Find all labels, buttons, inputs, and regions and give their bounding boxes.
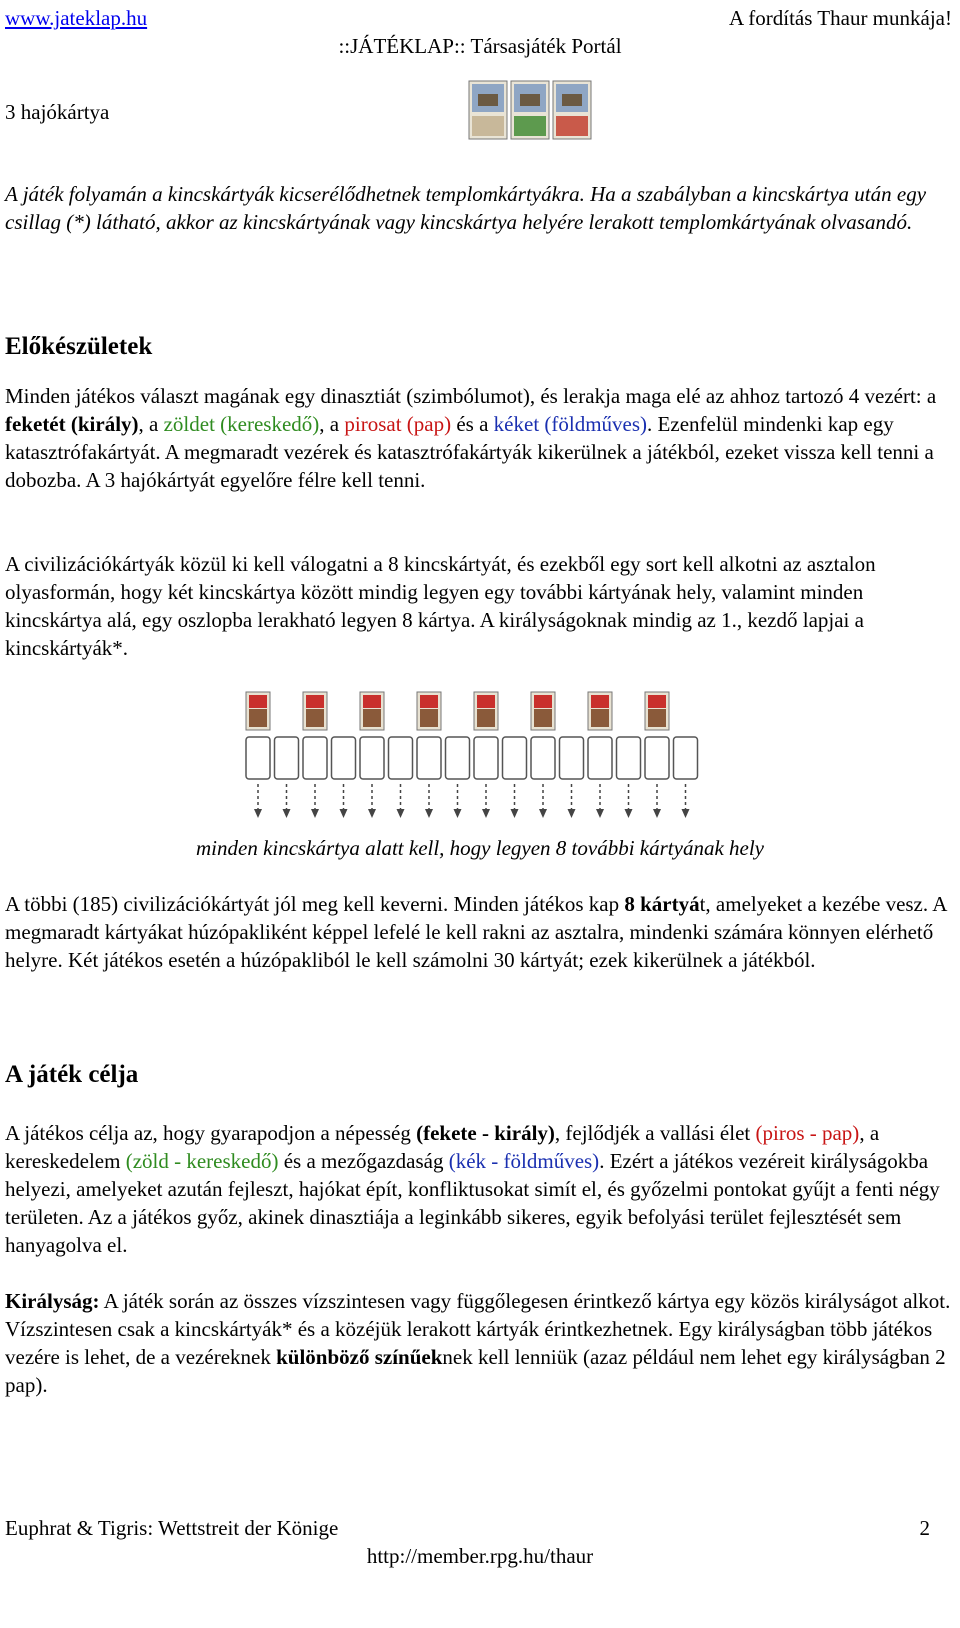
treasure-card	[417, 692, 441, 730]
empty-card-slot	[275, 737, 299, 779]
footer-url: http://member.rpg.hu/thaur	[366, 1544, 594, 1568]
figure-caption: minden kincskártya alatt kell, hogy legyen 8 további kártyának hely	[196, 836, 764, 860]
arrow-down-icon	[340, 809, 348, 818]
arrow-down-icon	[397, 809, 405, 818]
ship-card	[511, 81, 549, 139]
site-link[interactable]: www.jateklap.hu	[5, 6, 148, 30]
empty-card-slot	[389, 737, 413, 779]
arrow-down-icon	[511, 809, 519, 818]
empty-card-slot	[645, 737, 669, 779]
footer-game-title: Euphrat & Tigris: Wettstreit der Könige	[5, 1516, 339, 1540]
ship-card	[469, 81, 507, 139]
prep-paragraph-1: Minden játékos választ magának egy dinasztiát (szimbólumot), és lerakja maga elé az ahhoz tartozó 4 vezért: a feketét (király), a zöldet (kereskedő), a pirosat (pap) és a kéket (földműves). Ezenfelül mindenki kap egy katasztrófakártyát. A megmaradt vezérek és katasztrófakártyák kikerülnek a játékból, ezeket vissza kell tenni a dobozba. A 3 hajókártyát egyelőre félre kell tenni.	[5, 384, 937, 492]
arrow-down-icon	[482, 809, 490, 818]
arrow-down-icon	[283, 809, 291, 818]
empty-card-slot	[560, 737, 584, 779]
arrow-down-icon	[311, 809, 319, 818]
empty-card-slot	[332, 737, 356, 779]
arrow-down-icon	[568, 809, 576, 818]
treasure-card	[360, 692, 384, 730]
empty-card-slot	[588, 737, 612, 779]
empty-card-slot	[446, 737, 470, 779]
goal-paragraph-1: A játékos célja az, hogy gyarapodjon a népesség (fekete - király), fejlődjék a vallási élet (piros - pap), a kereskedelem (zöld - kereskedő) és a mezőgazdaság (kék - földműves). Ezért a játékos vezéreit királyságokba helyezi, amelyeket azután fejleszt, hajókat épít, konfliktusokat simít el, és győzelmi pontokat gyűjt a fenti négy területen. Az a játékos győz, akinek dinasztiája a leginkább sikeres, egyik befolyási terület fejlesztését sem hanyagolva el.	[5, 1121, 940, 1257]
arrow-down-icon	[625, 809, 633, 818]
arrow-down-icon	[653, 809, 661, 818]
portal-title: ::JÁTÉKLAP:: Társasjáték Portál	[338, 34, 622, 58]
prep-paragraph-2: A civilizációkártyák közül ki kell válogatni a 8 kincskártyát, és ezekből egy sort kell alkotni az asztalon olyasformán, hogy két kincskártya között mindig legyen egy további kártyának hely, valamint minden kincskártya alá, egy oszlopba lerakható legyen 8 kártya. A királyságoknak mindig az 1., kezdő lapjai a kincskártyák*.	[5, 552, 876, 660]
treasure-card	[588, 692, 612, 730]
section-heading-preparation: Előkészületek	[5, 333, 153, 360]
arrow-down-icon	[682, 809, 690, 818]
page-number: 2	[919, 1516, 930, 1540]
prep-paragraph-3: A többi (185) civilizációkártyát jól meg kell keverni. Minden játékos kap 8 kártyát, amelyeket a kezébe vesz. A megmaradt kártyákat húzópakliként képpel lefelé le kell rakni az asztalra, mindenki számára könnyen elérhető helyre. Két játékos esetén a húzópakliból le kell számolni 30 kártyát; ezek kikerülnek a játékból.	[5, 892, 947, 972]
treasure-card	[645, 692, 669, 730]
ship-cards-image	[468, 80, 593, 142]
ship-card	[553, 81, 591, 139]
empty-card-slot	[360, 737, 384, 779]
empty-card-slot	[531, 737, 555, 779]
empty-card-slot	[246, 737, 270, 779]
treasure-card	[303, 692, 327, 730]
arrow-down-icon	[454, 809, 462, 818]
translator-credit: A fordítás Thaur munkája!	[729, 6, 952, 30]
arrow-down-icon	[425, 809, 433, 818]
arrow-down-icon	[368, 809, 376, 818]
ship-cards-label: 3 hajókártya	[5, 100, 110, 124]
empty-card-slot	[617, 737, 641, 779]
rule-note: A játék folyamán a kincskártyák kicserélődhetnek templomkártyákra. Ha a szabályban a kincskártya után egy csillag (*) látható, akkor az kincskártyának vagy kincskártya helyére lerakott templomkártyának olvasandó.	[5, 182, 927, 234]
section-heading-goal: A játék célja	[5, 1061, 139, 1088]
empty-card-slot	[303, 737, 327, 779]
goal-paragraph-2: Királyság: A játék során az összes vízszintesen vagy függőlegesen érintkező kártya egy közös királyságot alkot. Vízszintesen csak a kincskártyák* és a közéjük lerakott kártyák érintkezhetnek. Egy királyságban több játékos vezére is lehet, de a vezéreknek különböző színűeknek kell lenniük (azaz például nem lehet egy királyságban 2 pap).	[5, 1289, 951, 1397]
empty-card-slot	[674, 737, 698, 779]
empty-card-slot	[503, 737, 527, 779]
treasure-card	[531, 692, 555, 730]
treasure-card	[246, 692, 270, 730]
empty-card-slot	[474, 737, 498, 779]
empty-card-slot	[417, 737, 441, 779]
treasure-row-diagram	[240, 690, 700, 820]
arrow-down-icon	[539, 809, 547, 818]
arrow-down-icon	[596, 809, 604, 818]
treasure-card	[474, 692, 498, 730]
arrow-down-icon	[254, 809, 262, 818]
